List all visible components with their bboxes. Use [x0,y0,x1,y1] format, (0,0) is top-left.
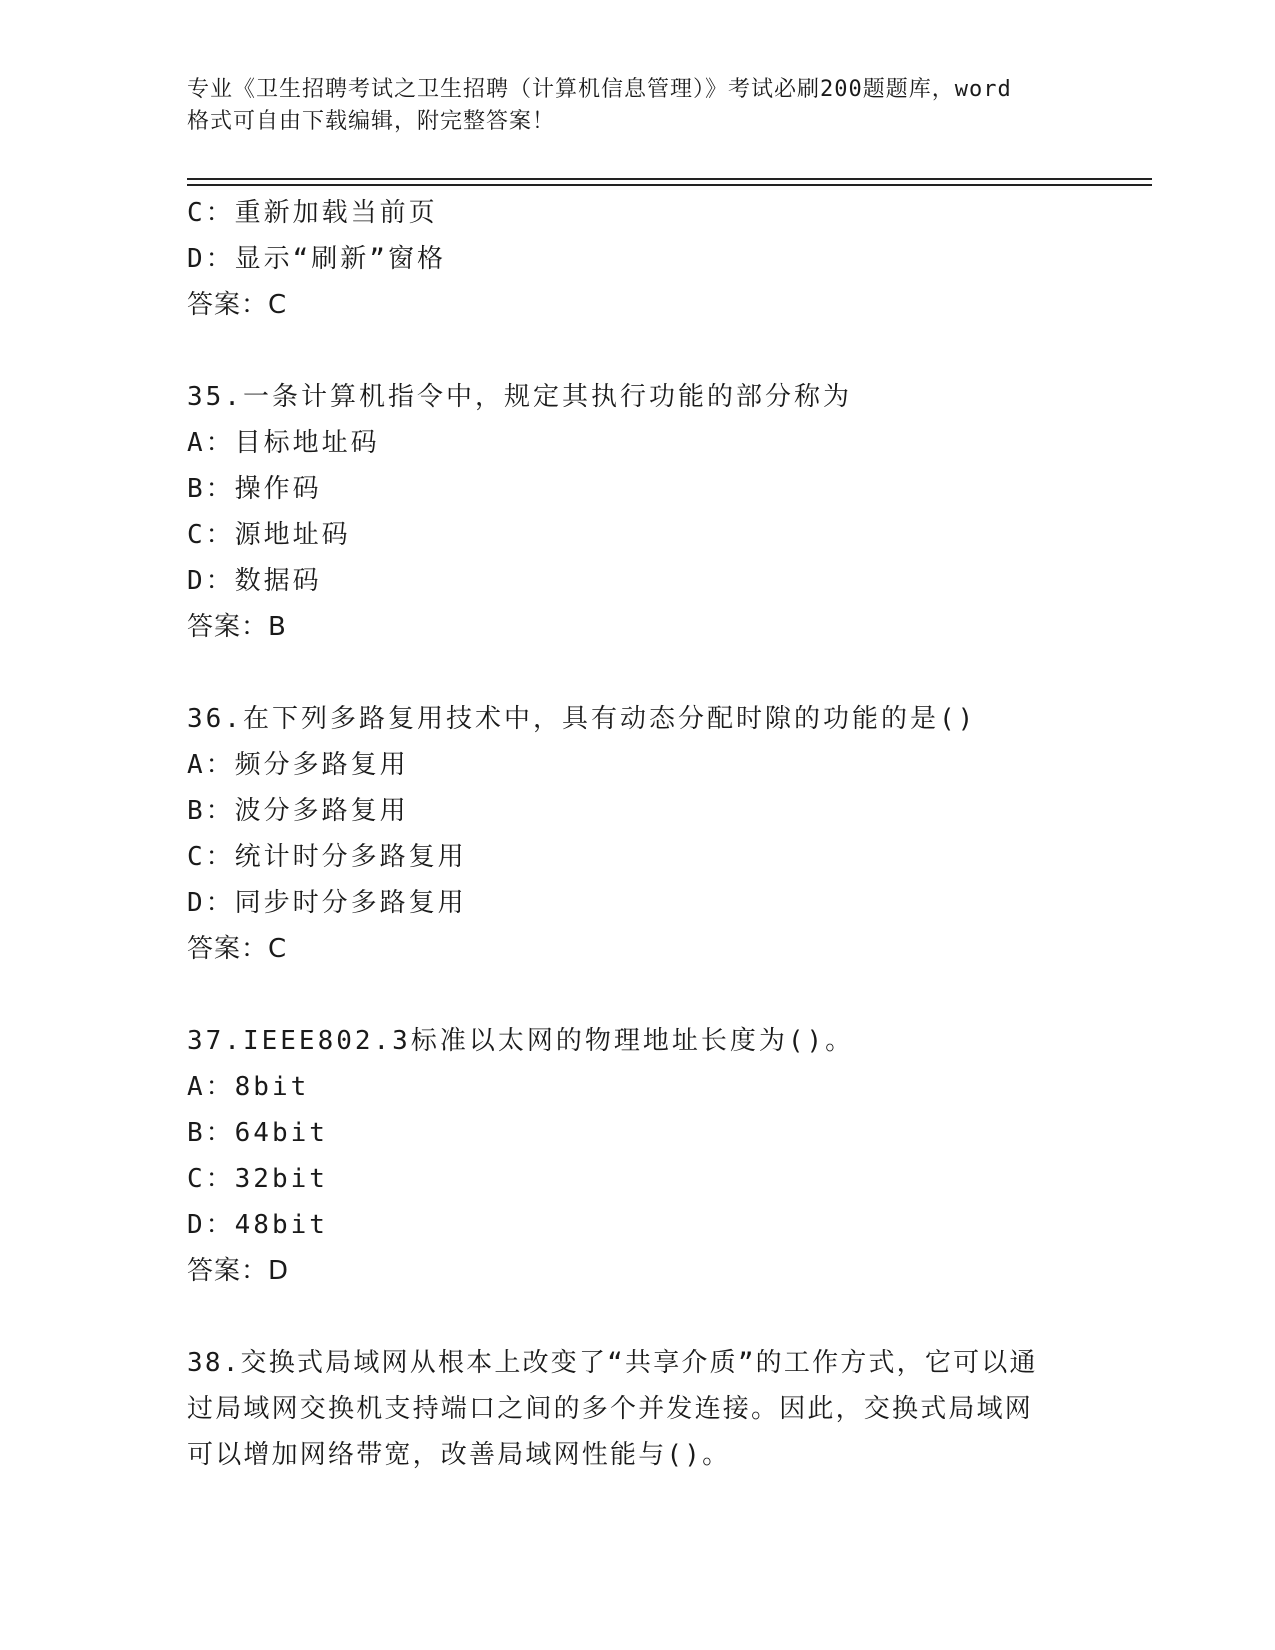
header-rule-top [187,178,1152,180]
header-rule-bottom [187,184,1152,186]
header-title-line-2: 格式可自由下载编辑，附完整答案！ [187,109,556,134]
question-content [187,190,1147,1478]
question-stem-line-3: 可以增加网络带宽，改善局域网性能与()。 [187,1440,731,1470]
spacer [187,328,1147,374]
question-stem: 35.一条计算机指令中，规定其执行功能的部分称为 [187,382,852,412]
option-b: B：64bit [187,1118,328,1148]
option-c: C：统计时分多路复用 [187,842,467,872]
question-36 [187,696,1147,972]
option-b: B：操作码 [187,474,322,504]
option-d: D：同步时分多路复用 [187,888,467,918]
question-stem-line-2: 过局域网交换机支持端口之间的多个并发连接。因此，交换式局域网 [187,1394,1034,1424]
option-d: D：数据码 [187,566,322,596]
option-c: C：32bit [187,1164,328,1194]
option-d: D：48bit [187,1210,328,1240]
answer-line: 答案：C [187,934,288,964]
option-b: B：波分多路复用 [187,796,409,826]
header-title-line-1: 专业《卫生招聘考试之卫生招聘（计算机信息管理）》考试必刷200题题库，word [187,77,1012,102]
question-38 [187,1340,1147,1478]
option-d: D：显示“刷新”窗格 [187,244,446,274]
spacer [187,972,1147,1018]
option-a: A：目标地址码 [187,428,380,458]
document-header [187,74,1087,138]
spacer [187,1294,1147,1340]
option-c: C：重新加载当前页 [187,198,438,228]
option-a: A：频分多路复用 [187,750,409,780]
option-c: C：源地址码 [187,520,351,550]
answer-line: 答案：D [187,1256,290,1286]
answer-line: 答案：C [187,290,288,320]
question-37 [187,1018,1147,1294]
spacer [187,650,1147,696]
question-stem: 37.IEEE802.3标准以太网的物理地址长度为()。 [187,1026,855,1056]
question-35 [187,374,1147,650]
option-a: A：8bit [187,1072,310,1102]
answer-line: 答案：B [187,612,287,642]
question-stem: 36.在下列多路复用技术中，具有动态分配时隙的功能的是() [187,704,977,734]
question-34-tail [187,190,1147,328]
question-stem-line-1: 38.交换式局域网从根本上改变了“共享介质”的工作方式，它可以通 [187,1348,1038,1378]
